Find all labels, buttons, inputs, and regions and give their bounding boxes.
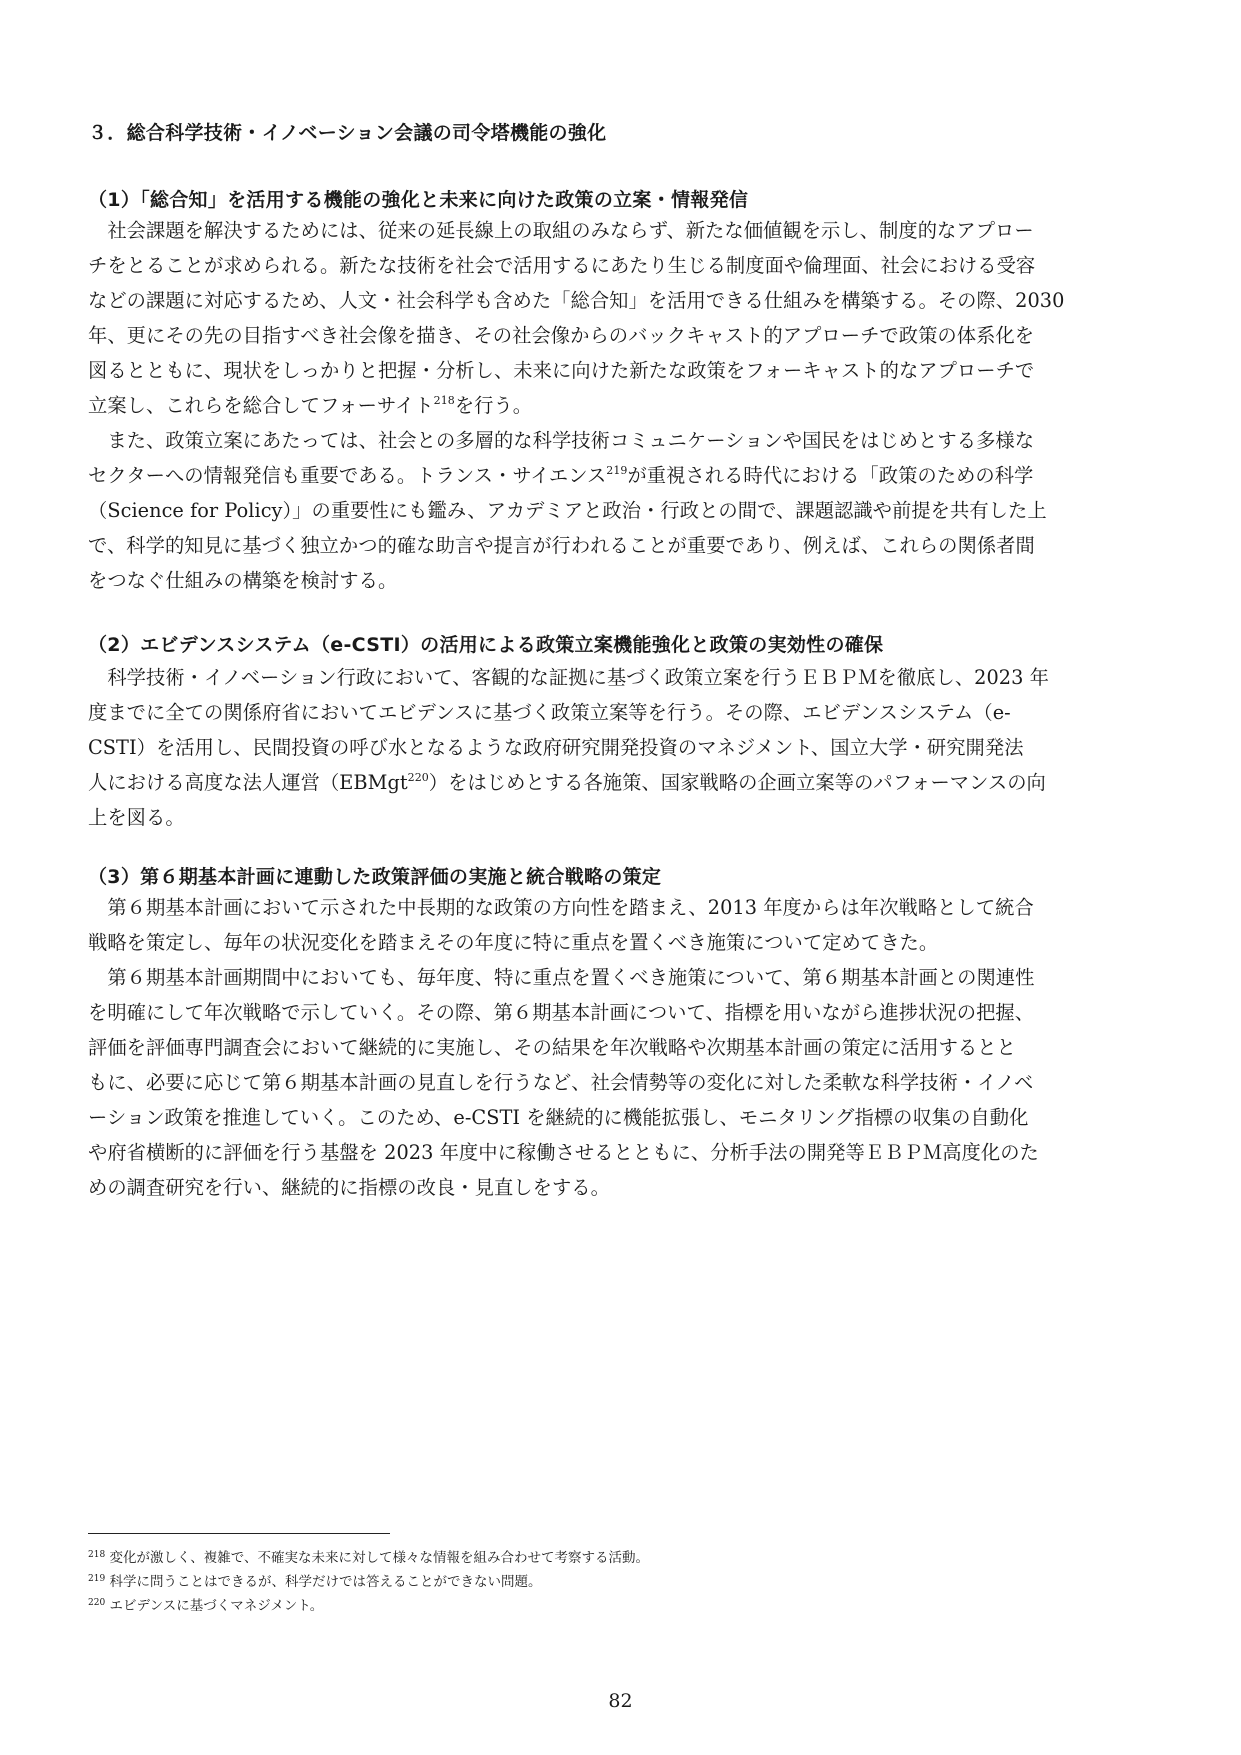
- paragraph-line: 上を図る。: [88, 806, 185, 829]
- paragraph-line: や府省横断的に評価を行う基盤を 2023 年度中に稼働させるとともに、分析手法の開発等ＥＢＰＭ高度化のた: [88, 1141, 1039, 1164]
- subsection-1-heading: （1）「総合知」を活用する機能の強化と未来に向けた政策の立案・情報発信: [88, 189, 749, 211]
- paragraph-line: チをとることが求められる。新たな技術を社会で活用するにあたり生じる制度面や倫理面、社会における受容: [88, 254, 1036, 277]
- subsection-2-heading: （2）エビデンスシステム（e-CSTI）の活用による政策立案機能強化と政策の実効性の確保: [88, 634, 884, 656]
- paragraph-line: 年、更にその先の目指すべき社会像を描き、その社会像からのバックキャスト的アプローチで政策の体系化を: [88, 324, 1035, 347]
- page-number: 82: [608, 1690, 633, 1712]
- footnote-219: $^{219}$ 科学に問うことはできるが、科学だけでは答えることができない問題。: [88, 1574, 542, 1590]
- paragraph-line: 立案し、これらを総合してフォーサイト$^{218}$を行う。: [88, 394, 533, 417]
- paragraph-line: もに、必要に応じて第６期基本計画の見直しを行うなど、社会情勢等の変化に対した柔軟な科学技術・イノベ: [88, 1071, 1034, 1094]
- paragraph-line: また、政策立案にあたっては、社会との多層的な科学技術コミュニケーションや国民をはじめとする多様な: [88, 429, 1035, 452]
- paragraph-line: を明確にして年次戦略で示していく。その際、第６期基本計画について、指標を用いながら進捗状況の把握、: [88, 1001, 1035, 1024]
- section-heading: ３．総合科学技術・イノベーション会議の司令塔機能の強化: [88, 122, 607, 144]
- paragraph-line: 科学技術・イノベーション行政において、客観的な証拠に基づく政策立案を行うＥＢＰＭを徹底し、2023 年: [88, 666, 1049, 689]
- paragraph-line: CSTI）を活用し、民間投資の呼び水となるような政府研究開発投資のマネジメント、国立大学・研究開発法: [88, 736, 1024, 759]
- paragraph-line: 戦略を策定し、毎年の状況変化を踏まえその年度に特に重点を置くべき施策について定めてきた。: [88, 931, 939, 954]
- paragraph-line: などの課題に対応するため、人文・社会科学も含めた「総合知」を活用できる仕組みを構築する。その際、2030: [88, 289, 1065, 312]
- paragraph-line: 第６期基本計画において示された中長期的な政策の方向性を踏まえ、2013 年度からは年次戦略として統合: [88, 896, 1034, 919]
- paragraph-line: 評価を評価専門調査会において継続的に実施し、その結果を年次戦略や次期基本計画の策定に活用するとと: [88, 1036, 1016, 1059]
- subsection-3-heading: （3）第６期基本計画に連動した政策評価の実施と統合戦略の策定: [88, 866, 662, 888]
- paragraph-line: 図るとともに、現状をしっかりと把握・分析し、未来に向けた新たな政策をフォーキャスト的なアプローチで: [88, 359, 1035, 382]
- paragraph-line: 度までに全ての関係府省においてエビデンスに基づく政策立案等を行う。その際、エビデンスシステム（e-: [88, 701, 1011, 724]
- footnote-ref-218[interactable]: 218: [433, 394, 455, 407]
- paragraph-line: 人における高度な法人運営（EBMgt$^{220}$）をはじめとする各施策、国家戦略の企画立案等のパフォーマンスの向: [88, 771, 1046, 794]
- paragraph-line: ーション政策を推進していく。このため、e-CSTI を継続的に機能拡張し、モニタリング指標の収集の自動化: [88, 1106, 1029, 1129]
- paragraph-line: をつなぐ仕組みの構築を検討する。: [88, 569, 398, 592]
- paragraph-line: セクターへの情報発信も重要である。トランス・サイエンス$^{219}$が重視される時代における「政策のための科学: [88, 464, 1034, 487]
- paragraph-line: 第６期基本計画期間中においても、毎年度、特に重点を置くべき施策について、第６期基本計画との関連性: [88, 966, 1035, 989]
- footnote-ref-219[interactable]: 219: [606, 464, 628, 477]
- paragraph-line: 社会課題を解決するためには、従来の延長線上の取組のみならず、新たな価値観を示し、制度的なアプロー: [88, 219, 1034, 242]
- footnote-218: $^{218}$ 変化が激しく、複雑で、不確実な未来に対して様々な情報を組み合わせて考察する活動。: [88, 1550, 649, 1566]
- footnote-divider: [88, 1533, 390, 1534]
- footnote-220: $^{220}$ エビデンスに基づくマネジメント。: [88, 1598, 324, 1614]
- footnote-ref-220[interactable]: 220: [407, 771, 429, 784]
- paragraph-line: めの調査研究を行い、継続的に指標の改良・見直しをする。: [88, 1176, 610, 1199]
- paragraph-line: で、科学的知見に基づく独立かつ的確な助言や提言が行われることが重要であり、例えば、これらの関係者間: [88, 534, 1035, 557]
- paragraph-line: （Science for Policy）」の重要性にも鑑み、アカデミアと政治・行政との間で、課題認識や前提を共有した上: [88, 499, 1047, 522]
